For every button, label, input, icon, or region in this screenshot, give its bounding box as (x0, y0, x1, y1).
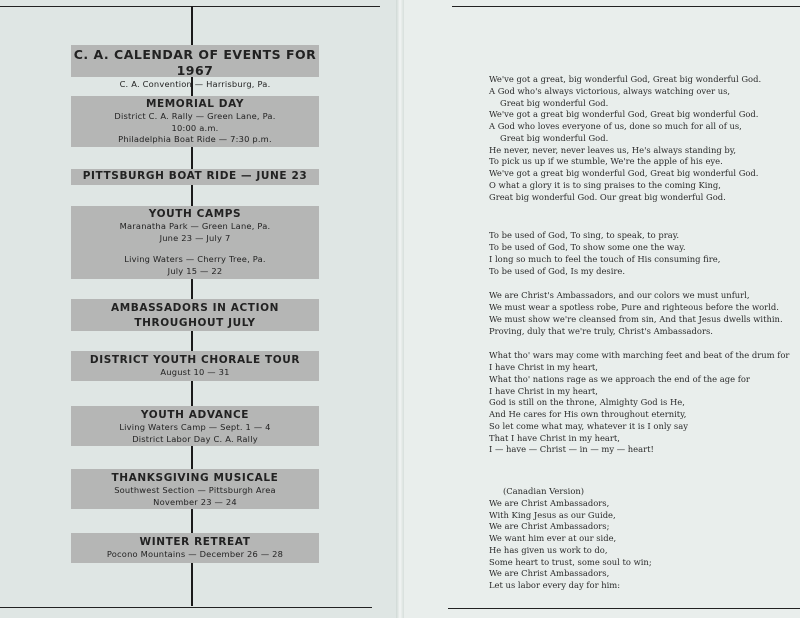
event-line: Living Waters Camp — Sept. 1 — 4 (119, 422, 271, 432)
calendar-box-header (71, 45, 319, 89)
event-line: June 23 — July 7 (159, 232, 231, 243)
event-line: November 23 — 24 (153, 496, 237, 507)
event-title: YOUTH ADVANCE (140, 409, 250, 421)
event-line: 10:00 a.m. (171, 122, 219, 133)
lyric-line: We've got a great big wonderful God, Great big wonderful God. (489, 168, 759, 178)
lyric-line: Let us labor every day for him: (489, 580, 621, 590)
calendar-box-youth-advance (71, 406, 319, 446)
calendar-line: C. A. Convention — Harrisburg, Pa. (119, 79, 271, 89)
event-line: Southwest Section — Pittsburgh Area (114, 485, 276, 495)
lyric-line: I long so much to feel the touch of His consuming fire, (489, 253, 721, 264)
lyric-line: I have Christ in my heart, (489, 362, 598, 372)
calendar-box-youth-camps (71, 206, 319, 279)
top-rule-right (452, 6, 800, 7)
event-line: August 10 — 31 (160, 367, 230, 377)
lyric-line: A God who's always victorious, always watching over us, (489, 85, 731, 96)
event-title: DISTRICT YOUTH CHORALE TOUR (89, 354, 301, 366)
event-title: WINTER RETREAT (139, 536, 251, 548)
lyric-line: To be used of God, To show some one the way. (489, 242, 686, 252)
lyric-line: To be used of God, Is my desire. (489, 265, 626, 276)
book-spine (396, 0, 404, 618)
event-line: July 15 — 22 (167, 265, 223, 276)
calendar-title: C. A. CALENDAR OF EVENTS FOR 1967 (73, 47, 317, 78)
calendar-box-thanksgiving-musicale (71, 469, 319, 509)
bottom-rule-right (448, 608, 800, 609)
song-3 (489, 290, 799, 337)
lyric-line: (Canadian Version) (503, 486, 585, 496)
lyric-line: With King Jesus as our Guide, (489, 509, 616, 520)
lyric-line: He has given us work to do, (489, 544, 608, 555)
lyric-line: Great big wonderful God. (500, 97, 609, 108)
lyric-line: We've got a great, big wonderful God, Great big wonderful God. (489, 74, 762, 84)
calendar-box-ambassadors-in-action (71, 299, 319, 331)
lyric-line: Some heart to trust, some soul to win; (489, 556, 652, 567)
calendar-box-memorial-day (71, 96, 319, 147)
event-title: MEMORIAL DAY (145, 98, 245, 110)
lyric-line: That I have Christ in my heart, (489, 432, 620, 443)
lyric-line: We are Christ Ambassadors, (489, 568, 610, 579)
lyric-line: We want him ever at our side, (489, 533, 617, 543)
song-lyrics (489, 74, 799, 592)
lyric-line: We are Christ Ambassadors; (489, 521, 610, 532)
lyric-line: We must wear a spotless robe, Pure and righteous before the world. (489, 302, 779, 312)
lyric-line: We've got a great big wonderful God, Great big wonderful God. (489, 109, 759, 120)
lyric-line: We are Christ's Ambassadors, and our colors we must unfurl, (489, 290, 750, 301)
lyric-line: To be used of God, To sing, to speak, to pray. (489, 230, 679, 241)
event-line: Philadelphia Boat Ride — 7:30 p.m. (118, 134, 272, 144)
event-line: District Labor Day C. A. Rally (132, 433, 258, 444)
bottom-rule-left (0, 607, 372, 608)
song-4 (489, 350, 799, 456)
event-title: AMBASSADORS IN ACTION (111, 302, 279, 314)
lyric-line: Great big wonderful God. Our great big wonderful God. (489, 191, 726, 202)
lyric-line: I — have — Christ — in — my — heart! (489, 444, 654, 455)
event-title-line2: THROUGHOUT JULY (134, 317, 256, 329)
song-5 (489, 486, 799, 592)
event-title: YOUTH CAMPS (148, 208, 242, 220)
lyric-line: What tho' wars may come with marching feet and beat of the drum for (489, 350, 790, 361)
lyric-line: I have Christ in my heart, (489, 385, 598, 396)
event-line (71, 244, 319, 254)
lyric-line: Proving, duly that we're truly, Christ's Ambassadors. (489, 325, 713, 336)
song-2 (489, 230, 799, 277)
song-1 (489, 74, 799, 203)
lyric-line: We are Christ Ambassadors, (489, 497, 610, 508)
lyric-line: What tho' nations rage as we approach the end of the age for (489, 373, 750, 384)
lyric-line: Great big wonderful God. (500, 132, 609, 143)
lyric-line: And He cares for His own throughout eternity, (489, 409, 687, 419)
event-title: PITTSBURGH BOAT RIDE — JUNE 23 (82, 170, 308, 182)
event-line: Living Waters — Cherry Tree, Pa. (124, 254, 266, 264)
lyric-line: God is still on the throne, Almighty God is He, (489, 397, 685, 408)
lyric-line: O what a glory it is to sing praises to the coming King, (489, 179, 721, 190)
event-title: THANKSGIVING MUSICALE (111, 472, 279, 484)
lyric-line: He never, never, never leaves us, He's always standing by, (489, 144, 736, 155)
lyric-line: A God who loves everyone of us, done so much for all of us, (489, 121, 742, 131)
event-line: Maranatha Park — Green Lane, Pa. (119, 221, 271, 231)
lyric-line: To pick us up if we stumble, We're the apple of his eye. (489, 156, 723, 167)
event-line: District C. A. Rally — Green Lane, Pa. (114, 111, 276, 121)
top-rule-left (0, 6, 380, 7)
lyric-line: So let come what may, whatever it is I only say (489, 420, 688, 431)
lyric-line: We must show we're cleansed from sin, And that Jesus dwells within. (489, 313, 783, 324)
event-line: Pocono Mountains — December 26 — 28 (106, 549, 284, 559)
calendar-box-winter-retreat (71, 533, 319, 563)
calendar-box-youth-chorale-tour (71, 351, 319, 381)
calendar-box-pittsburgh-boat-ride (71, 169, 319, 185)
